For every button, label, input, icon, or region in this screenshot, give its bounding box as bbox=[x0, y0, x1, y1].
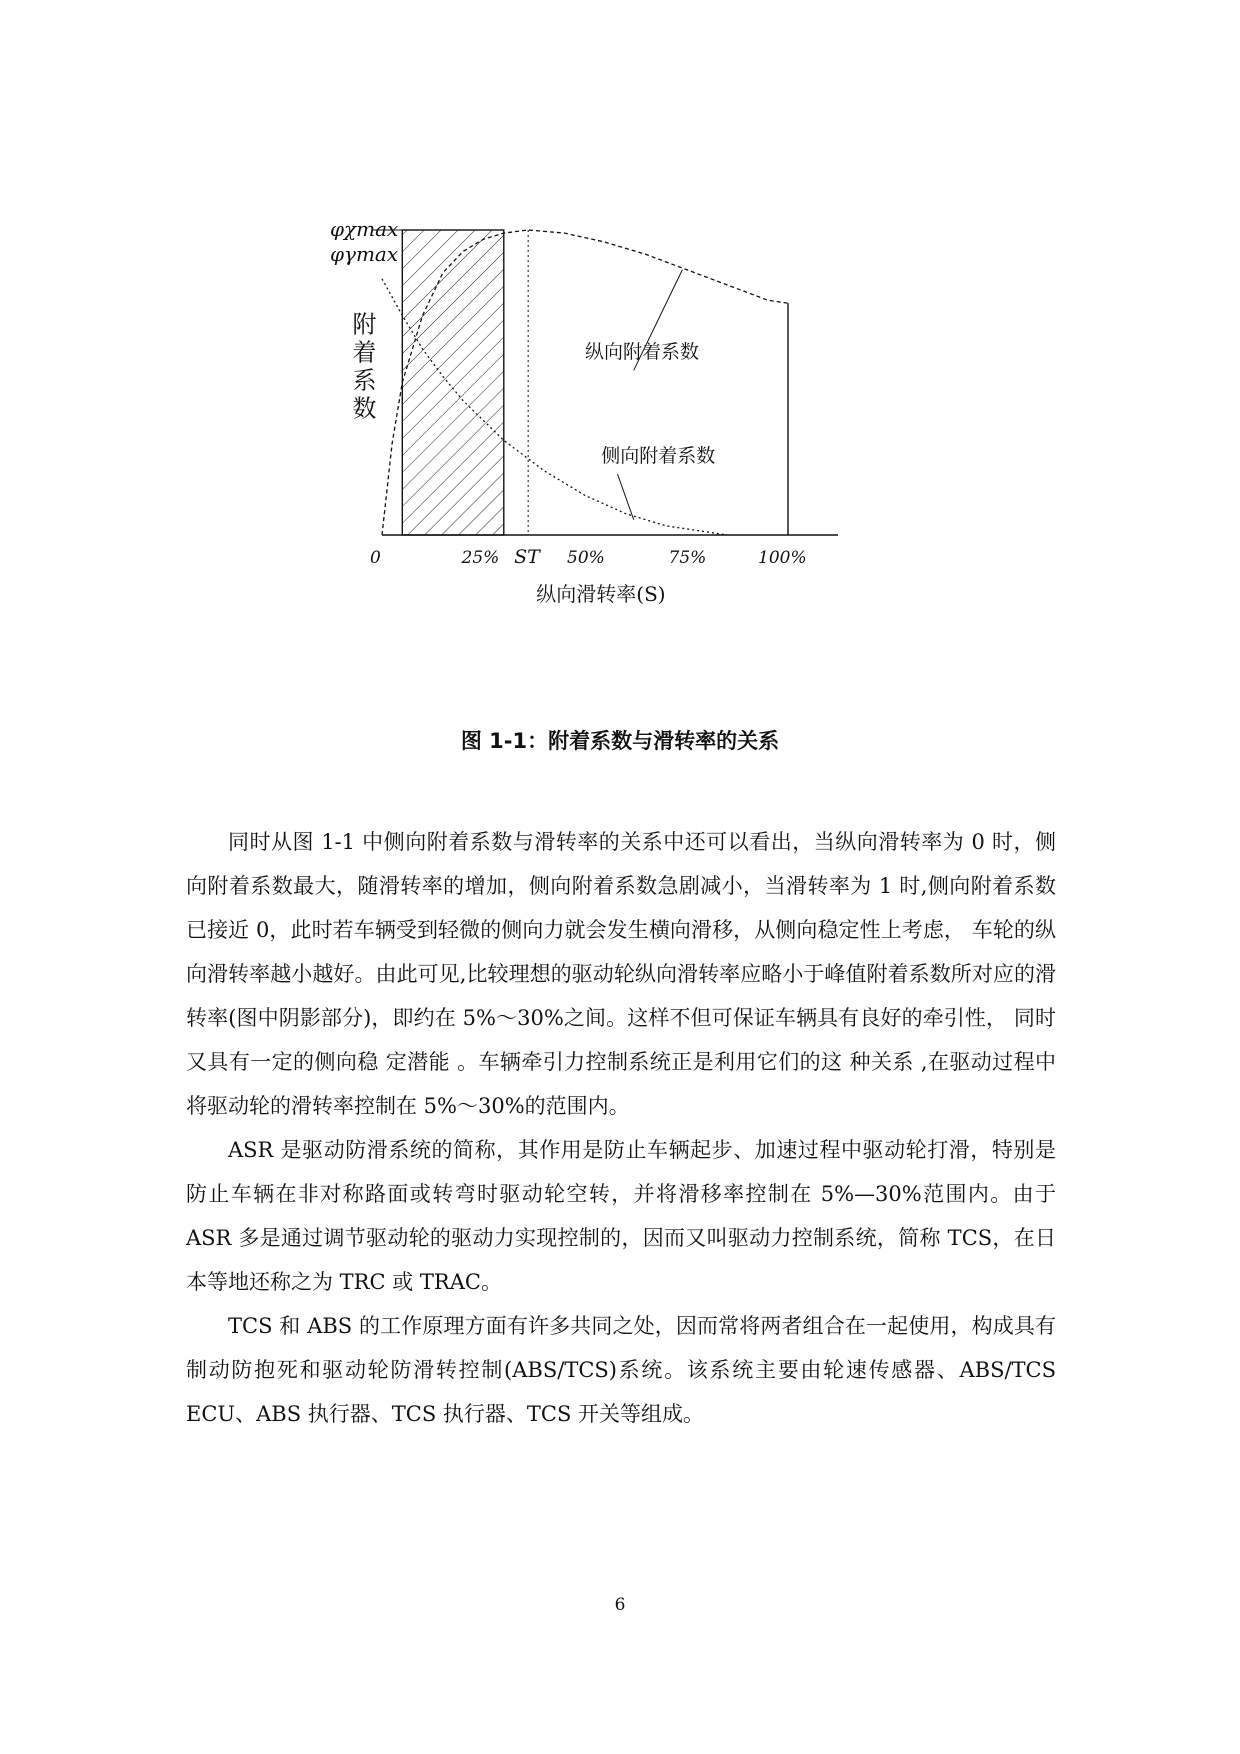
y-axis-label: 附着系数 bbox=[348, 311, 376, 424]
y-tick-phi-y-max: φγmax bbox=[330, 241, 399, 266]
paragraph-1: 同时从图 1-1 中侧向附着系数与滑转率的关系中还可以看出，当纵向滑转率为 0 时，侧向附着系数最大，随滑转率的增加，侧向附着系数急剧减小，当滑转率为 1 时,侧向附着系数已接近 0，此时若车辆受到轻微的侧向力就会发生横向滑移，从侧向稳定性上考虑， 车轮的纵向滑转率越小越好。由此可见,比较理想的驱动轮纵向滑转率应略小于峰值附着系数所对应的滑转率(图中阴影部分)，即约在 5%～30%之间。这样不但可保证车辆具有良好的牵引性， 同时又具有一定的侧向稳 定潜能 。车辆牵引力控制系统正是利用它们的这 种关系 ,在驱动过程中将驱动轮的滑转率控制在 5%～30%的范围内。 bbox=[186, 830, 1056, 1118]
x-tick-0: 0 bbox=[370, 548, 381, 568]
figure-caption: 图 1-1：附着系数与滑转率的关系 bbox=[460, 729, 780, 753]
x-axis-label: 纵向滑转率(S) bbox=[536, 582, 666, 606]
adhesion-slip-chart bbox=[330, 205, 950, 705]
chart-svg bbox=[330, 205, 950, 705]
x-tick-1: 25% bbox=[461, 548, 500, 568]
st-label: ST bbox=[514, 546, 540, 568]
paragraph-2: ASR 是驱动防滑系统的简称，其作用是防止车辆起步、加速过程中驱动轮打滑，特别是防止车辆在非对称路面或转弯时驱动轮空转，并将滑移率控制在 5%—30%范围内。由于 ASR 多是通过调节驱动轮的驱动力实现控制的，因而又叫驱动力控制系统，简称 TCS，在日本等地还称之为 TRC 或 TRAC。 bbox=[186, 1138, 1056, 1294]
shaded-optimal-region bbox=[402, 230, 504, 535]
y-tick-phi-x-max: φχmax bbox=[330, 217, 399, 241]
label-longitudinal: 纵向附着系数 bbox=[585, 341, 700, 364]
x-tick-2: 50% bbox=[567, 548, 605, 568]
label-lateral: 侧向附着系数 bbox=[601, 444, 716, 467]
x-tick-4: 100% bbox=[758, 548, 807, 568]
page-number: 6 bbox=[614, 1595, 626, 1615]
paragraph-3: TCS 和 ABS 的工作原理方面有许多共同之处，因而常将两者组合在一起使用，构成具有制动防抱死和驱动轮防滑转控制(ABS/TCS)系统。该系统主要由轮速传感器、ABS/TCS ECU、ABS 执行器、TCS 执行器、TCS 开关等组成。 bbox=[186, 1314, 1056, 1426]
leader-lateral bbox=[617, 474, 633, 520]
x-tick-3: 75% bbox=[668, 548, 707, 568]
body-text bbox=[186, 820, 1056, 1436]
